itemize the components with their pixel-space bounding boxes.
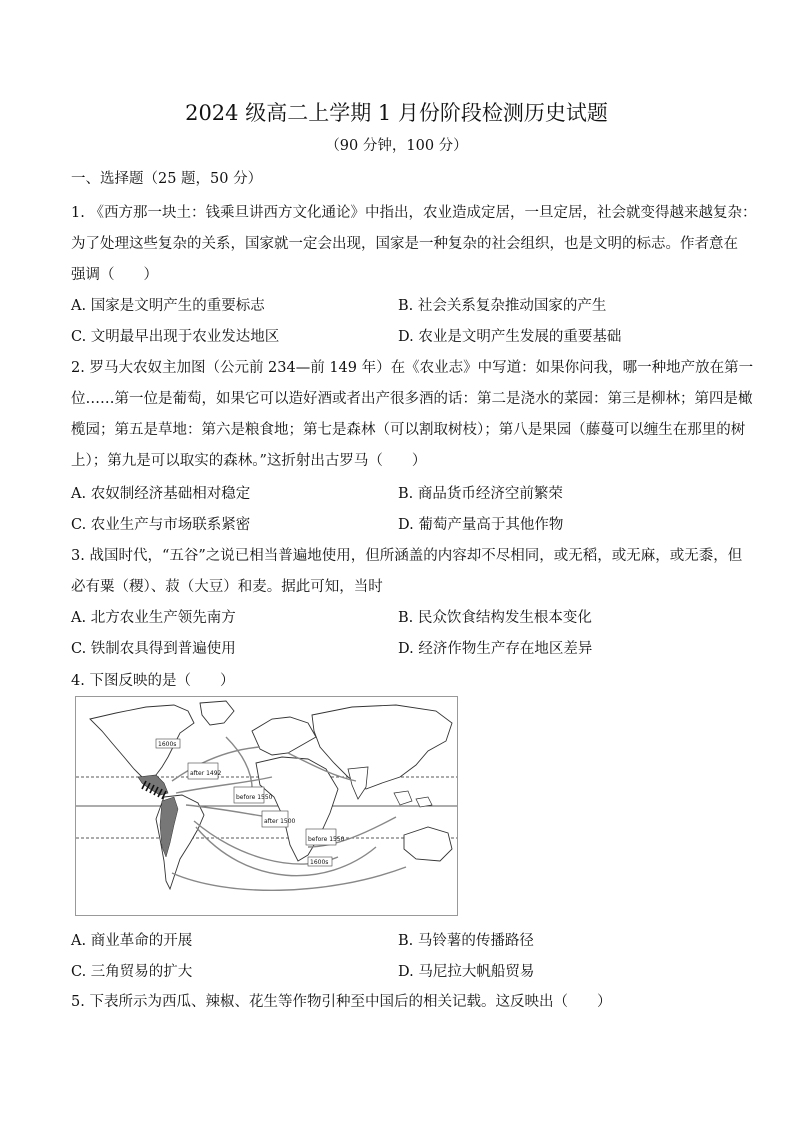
- q2-line-1: 2. 罗马大农奴主加图（公元前 234—前 149 年）在《农业志》中写道：如果你问我，哪一种地产放在第一: [71, 360, 754, 376]
- q1-line-2: 为了处理这些复杂的关系，国家就一定会出现，国家是一种复杂的社会组织，也是文明的标志。作者意在: [71, 236, 738, 252]
- q4-option-c: C. 三角贸易的扩大: [71, 964, 193, 980]
- q3-option-a: A. 北方农业生产领先南方: [71, 610, 236, 626]
- q2-option-c: C. 农业生产与市场联系紧密: [71, 517, 251, 533]
- q2-option-a: A. 农奴制经济基础相对稳定: [71, 486, 251, 502]
- q3-option-d: D. 经济作物生产存在地区差异: [398, 641, 593, 657]
- q1-option-d: D. 农业是文明产生发展的重要基础: [398, 329, 622, 345]
- q3-option-c: C. 铁制农具得到普遍使用: [71, 641, 236, 657]
- q4-option-b: B. 马铃薯的传播路径: [398, 933, 534, 949]
- southeast-asia-islands: [394, 791, 432, 807]
- q5-line-1: 5. 下表所示为西瓜、辣椒、花生等作物引种至中国后的相关记载。这反映出（ ）: [71, 994, 612, 1010]
- q1-line-3: 强调（ ）: [71, 267, 158, 283]
- map-label-4: after 1500: [264, 818, 296, 825]
- q2-option-d: D. 葡萄产量高于其他作物: [398, 517, 564, 533]
- exam-subtitle: （90 分钟，100 分）: [325, 138, 468, 154]
- q4-option-a: A. 商业革命的开展: [71, 933, 193, 949]
- q1-option-b: B. 社会关系复杂推动国家的产生: [398, 298, 607, 314]
- q1-option-a: A. 国家是文明产生的重要标志: [71, 298, 265, 314]
- q3-option-b: B. 民众饮食结构发生根本变化: [398, 610, 592, 626]
- q2-line-3: 榄园；第五是草地：第六是粮食地；第七是森林（可以割取树枝）；第八是果园（藤蔓可以缠生在那里的树: [71, 422, 746, 438]
- q2-option-b: B. 商品货币经济空前繁荣: [398, 486, 563, 502]
- india-shape: [348, 767, 368, 799]
- map-label-3: before 1550: [236, 794, 273, 801]
- world-map-figure: [75, 696, 458, 916]
- map-label-6: 1600s: [310, 859, 329, 866]
- australia-shape: [404, 827, 452, 861]
- map-label-2: after 1492: [190, 770, 222, 777]
- section-heading: 一、选择题（25 题，50 分）: [71, 171, 263, 187]
- map-label-5: before 1550: [308, 836, 345, 843]
- q3-line-2: 必有粟（稷）、菽（大豆）和麦。据此可知，当时: [71, 579, 383, 595]
- europe-shape: [252, 717, 316, 755]
- q1-option-c: C. 文明最早出现于农业发达地区: [71, 329, 280, 345]
- q2-line-4: 上）；第九是可以取实的森林。”这折射出古罗马（ ）: [71, 453, 427, 469]
- greenland-shape: [200, 701, 234, 725]
- q1-line-1: 1. 《西方那一块土：钱乘旦讲西方文化通论》中指出，农业造成定居，一旦定居，社会就变得越来越复杂：: [71, 205, 757, 221]
- asia-shape: [312, 705, 452, 789]
- q2-line-2: 位……第一位是葡萄，如果它可以造好酒或者出产很多酒的话：第二是浇水的菜园：第三是柳林；第四是橄: [71, 391, 753, 407]
- q4-option-d: D. 马尼拉大帆船贸易: [398, 964, 535, 980]
- mesoamerica-shaded: [138, 775, 168, 795]
- page-title: 2024 级高二上学期 1 月份阶段检测历史试题: [185, 101, 608, 125]
- q4-line-1: 4. 下图反映的是（ ）: [71, 673, 235, 689]
- map-label-1: 1600s: [158, 741, 177, 748]
- q3-line-1: 3. 战国时代，“五谷”之说已相当普遍地使用，但所涵盖的内容却不尽相同，或无稻，或无麻，或无黍，但: [71, 548, 743, 564]
